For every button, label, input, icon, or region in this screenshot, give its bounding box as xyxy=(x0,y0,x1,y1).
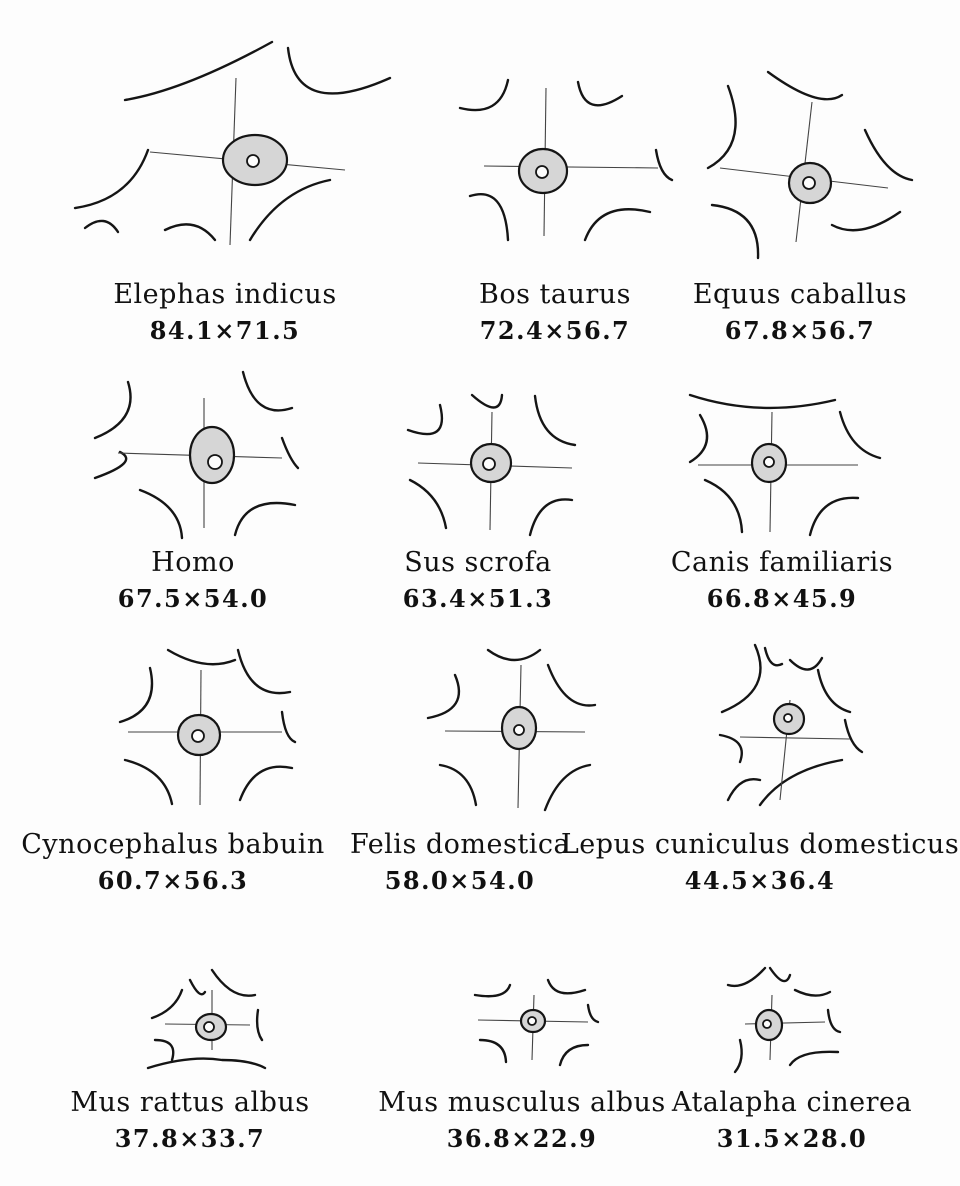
cell-dimensions: 72.4×56.7 xyxy=(479,316,631,345)
cell-dimensions: 37.8×33.7 xyxy=(114,1124,266,1153)
cell-dimensions: 66.8×45.9 xyxy=(706,584,858,613)
cell-dimensions: 67.8×56.7 xyxy=(724,316,876,345)
cell-label xyxy=(378,1088,666,1154)
species-name: Felis domestica xyxy=(349,829,571,860)
species-name: Cynocephalus babuin xyxy=(21,829,325,860)
species-name: Mus rattus albus xyxy=(70,1087,310,1118)
cell-dimensions: 58.0×54.0 xyxy=(384,866,536,895)
species-name: Homo xyxy=(151,547,235,578)
cell-dimensions: 60.7×56.3 xyxy=(97,866,249,895)
cell-dimensions: 31.5×28.0 xyxy=(716,1124,868,1153)
cell-dimensions: 84.1×71.5 xyxy=(149,316,301,345)
cell-dimensions: 63.4×51.3 xyxy=(402,584,554,613)
species-name: Atalapha cinerea xyxy=(671,1087,913,1118)
species-name: Equus caballus xyxy=(692,279,908,310)
cell-label xyxy=(672,1088,912,1154)
species-name: Mus musculus albus xyxy=(378,1087,666,1118)
cell-dimensions: 36.8×22.9 xyxy=(446,1124,598,1153)
species-name: Lepus cuniculus domesticus xyxy=(560,829,960,860)
cell-dimensions: 44.5×36.4 xyxy=(684,866,836,895)
species-name: Elephas indicus xyxy=(113,279,337,310)
cell-label xyxy=(70,1088,309,1154)
cell-dimensions: 67.5×54.0 xyxy=(117,584,269,613)
species-name: Canis familiaris xyxy=(670,547,894,578)
species-name: Bos taurus xyxy=(478,279,632,310)
species-name: Sus scrofa xyxy=(404,547,552,578)
